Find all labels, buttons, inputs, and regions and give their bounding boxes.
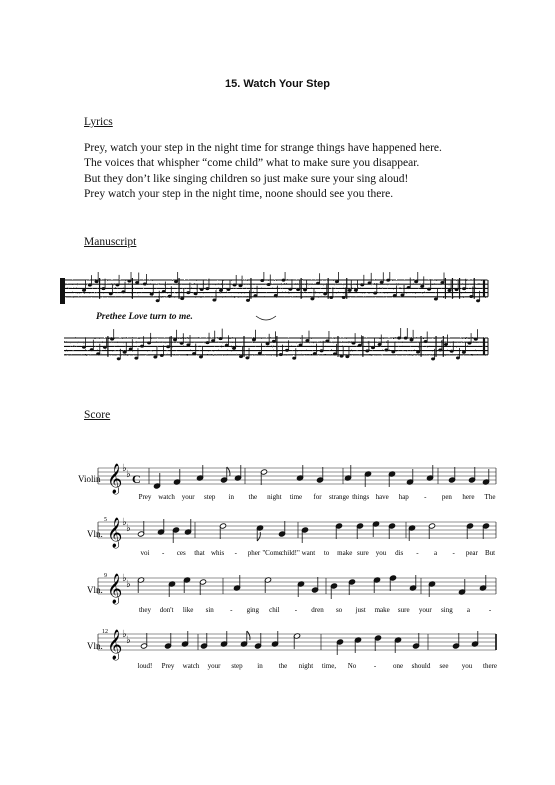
lyric-word: ging [246,606,260,614]
lyrics-block [84,141,442,203]
lyric-word: your [418,606,432,614]
note [297,581,304,587]
lyric-word: you [461,662,473,670]
treble-clef-icon: 𝄞 [107,574,123,603]
note [271,641,278,647]
flat-icon: ♭ [122,573,127,584]
note [412,643,419,649]
note [153,483,160,489]
lyric-word: they [138,606,152,614]
page-title: 15. Watch Your Step [225,78,330,90]
note [183,577,190,583]
lyric-word: the [278,662,288,670]
note [335,523,342,529]
lyric-word: sing [441,606,453,614]
note [388,523,395,529]
lyric-word: The [484,493,496,501]
note [316,477,323,483]
lyric-word: just [355,606,366,614]
lyric-word: your [181,493,195,501]
note [137,577,144,583]
lyric-word: chil [269,606,280,614]
measure-number: 12 [102,629,108,635]
lyrics-heading: Lyrics [84,116,113,128]
flat-icon: ♭ [126,469,131,480]
note [264,577,271,583]
flat-icon: ♭ [126,523,131,534]
lyric-word: - [424,493,427,501]
treble-clef-icon: 𝄞 [107,630,123,659]
note [448,477,455,483]
lyric-word: in [228,493,234,501]
lyric-word: in [257,662,263,670]
score-system [78,463,496,501]
note [200,643,207,649]
lyric-word: pen [441,493,452,501]
instrument-label: Vln. [87,585,103,595]
lyric-word: have [375,493,389,501]
lyric-word: don't [159,606,174,614]
note [428,523,435,529]
lyric-word: sure [397,606,410,614]
lyric-word: time [289,493,303,501]
lyric-line: The voices that whispher “come child” what to make sure you disappear. [84,157,420,170]
note [164,643,171,649]
note [394,637,401,643]
note [482,523,489,529]
note [196,475,203,481]
lyric-word: step [231,662,243,670]
lyric-word: there [483,662,497,670]
lyric-word: No [347,662,357,670]
note [408,525,415,531]
note [199,579,206,585]
lyric-word: a [433,549,438,557]
lyric-word: things [352,493,370,501]
lyric-word: - [416,549,419,557]
note [452,643,459,649]
manuscript-text: Prethee Love turn to me. [96,312,193,322]
lyric-word: sure [357,549,369,557]
note [374,635,381,641]
lyric-word: want [301,549,316,557]
instrument-label: Vln. [87,641,103,651]
note [373,577,380,583]
lyric-word: a [466,606,470,614]
note [278,531,285,537]
note [372,521,379,527]
note [172,527,179,533]
lyric-word: your [207,662,221,670]
note [157,529,164,535]
lyric-word: "Come [262,549,282,557]
note [364,471,371,477]
note [311,587,318,593]
lyric-word: strange [328,493,350,501]
note [219,523,226,529]
lyric-word: see [439,662,449,670]
note [354,637,361,643]
lyric-word: watch [158,493,175,501]
note [220,477,227,483]
note [466,523,473,529]
lyric-word: - [234,549,237,557]
score-heading: Score [84,409,111,421]
lyric-word: pear [465,549,478,557]
note [173,479,180,485]
lyric-word: hap [398,493,409,501]
lyric-word: make [374,606,390,614]
lyric-line: Prey watch your step in the night time, noone should see you there. [84,188,394,201]
note [330,583,337,589]
note [184,529,191,535]
flat-icon: ♭ [122,629,127,640]
note [293,633,300,639]
note [426,475,433,481]
manuscript-heading: Manuscript [84,236,137,248]
lyric-word: - [161,549,165,557]
lyric-word: should [411,662,431,670]
note [458,589,465,595]
note [406,479,413,485]
note [482,479,489,485]
note [296,475,303,481]
flat-icon: ♭ [126,635,131,646]
note [388,471,395,477]
note [260,469,267,475]
lyric-word: night [298,662,314,670]
lyric-word: step [204,493,216,501]
lyric-word: voi [140,549,150,557]
lyric-word: you [375,549,387,557]
score-system [87,629,497,670]
brace-mark [60,278,65,304]
lyric-word: - [373,662,377,670]
treble-clef-icon: 𝄞 [107,464,123,493]
lyric-word: night [267,493,282,501]
lyric-word: - [488,606,492,614]
lyric-word: But [484,549,496,557]
lyric-word: like [182,606,194,614]
lyric-word: dis [395,549,404,557]
lyric-word: whis [211,549,225,557]
lyric-word: loud! [137,662,153,670]
lyric-word: make [337,549,353,557]
note [254,643,261,649]
note [428,581,435,587]
lyric-word: for [313,493,322,501]
lyric-word: - [452,549,455,557]
instrument-label: Violin [78,474,101,484]
measure-number: 9 [104,573,107,579]
lyric-word: Prey [161,662,175,670]
note [468,477,475,483]
note [479,585,486,591]
note [234,475,241,481]
note [356,523,363,529]
lyric-line: Prey, watch your step in the night time for strange things have happened here. [84,142,442,154]
flat-icon: ♭ [122,463,127,474]
instrument-label: Vln. [87,529,103,539]
note [348,579,355,585]
note [168,581,175,587]
lyric-line: But they don’t like singing children so just make sure your sing aloud! [84,172,409,185]
note [256,525,263,531]
lyric-word: pher [247,549,261,557]
note [389,575,396,581]
score-system [87,573,496,614]
lyric-word: sin [205,606,214,614]
lyric-word: so [335,606,343,614]
lyric-word: the [248,493,258,501]
lyric-word: dren [311,606,324,614]
lyric-word: watch [182,662,200,670]
flat-icon: ♭ [126,579,131,590]
flat-icon: ♭ [122,517,127,528]
treble-clef-icon: 𝄞 [107,518,123,547]
note [140,643,147,649]
lyric-word: one [392,662,404,670]
time-signature: C [132,472,141,486]
note [137,531,144,537]
lyric-word: time, [321,662,337,670]
note [240,641,247,647]
manuscript-image [60,272,492,372]
note [409,585,416,591]
lyric-word: - [294,606,298,614]
note [181,641,188,647]
measure-number: 5 [104,517,107,523]
note [233,585,240,591]
note [301,527,308,533]
lyric-word: ces [176,549,186,557]
score-system [87,517,496,557]
lyric-word: here [462,493,475,501]
lyric-word: to [323,549,330,557]
lyric-word: - [230,606,233,614]
note [220,641,227,647]
note [344,475,351,481]
note [471,641,478,647]
lyric-word: that [194,549,205,557]
note [336,639,343,645]
lyric-word: child!" [280,549,300,557]
lyric-word: Prey [138,493,152,501]
